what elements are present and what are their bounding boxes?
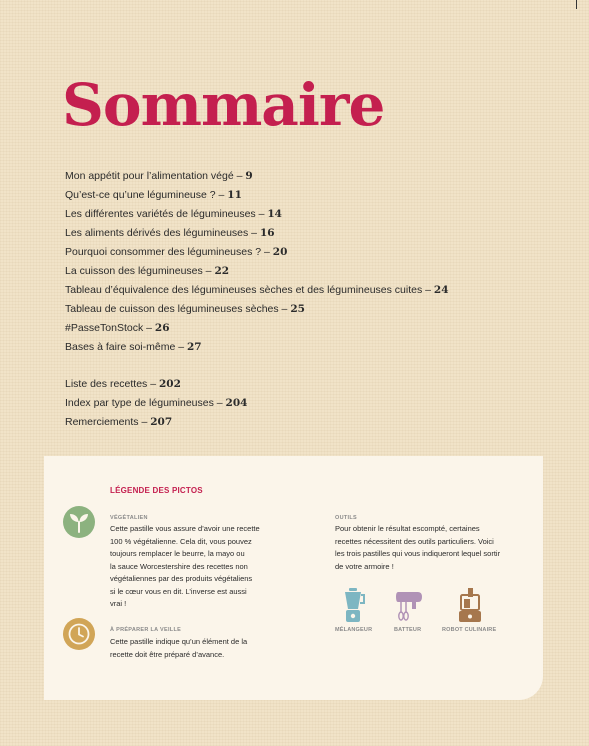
toc-entry-label: #PasseTonStock – xyxy=(65,322,152,334)
toc-entry-page: 26 xyxy=(154,322,170,334)
hand-mixer-icon xyxy=(394,589,424,621)
toc-entry[interactable] xyxy=(65,224,449,243)
blender-icon xyxy=(340,587,366,623)
vegan-description xyxy=(110,523,280,611)
toc-entry-page: 9 xyxy=(245,170,253,182)
description-line: Cette pastille indique qu’un élément de la xyxy=(110,637,248,646)
table-of-contents xyxy=(65,167,449,432)
toc-entry-page: 20 xyxy=(272,246,288,258)
toc-entry[interactable] xyxy=(65,338,449,357)
tools-label: OUTILS xyxy=(335,515,357,521)
toc-entry[interactable] xyxy=(65,167,449,186)
toc-entry-label: La cuisson des légumineuses – xyxy=(65,265,212,277)
description-line: Pour obtenir le résultat escompté, certaines xyxy=(335,524,480,533)
toc-entry-page: 14 xyxy=(267,208,282,220)
page-title: Sommaire xyxy=(62,71,385,139)
description-line: végétaliennes par des produits végétaliens xyxy=(110,574,253,583)
tools-description xyxy=(335,523,535,573)
clock-icon xyxy=(62,617,96,651)
toc-entry-page: 207 xyxy=(150,416,173,428)
description-line: la sauce Worcestershire des recettes non xyxy=(110,561,248,571)
description-line: 100 % végétalienne. Cela dit, vous pouvez xyxy=(110,536,252,546)
food-processor-label: ROBOT CULINAIRE xyxy=(442,627,497,633)
toc-entry-label: Bases à faire soi-même – xyxy=(65,341,185,353)
toc-entry-page: 22 xyxy=(214,265,230,277)
blender-label: MÉLANGEUR xyxy=(335,627,373,633)
sprout-icon xyxy=(62,505,96,539)
toc-entry[interactable] xyxy=(65,375,449,394)
hand-mixer-label: BATTEUR xyxy=(394,627,422,633)
description-line: vrai ! xyxy=(110,599,127,608)
toc-entry[interactable] xyxy=(65,319,449,338)
toc-entry[interactable] xyxy=(65,394,449,413)
toc-entry[interactable] xyxy=(65,186,449,205)
description-line: si le cœur vous en dit. L’inverse est aussi xyxy=(110,586,247,596)
food-processor-icon xyxy=(456,587,484,623)
toc-entry-label: Mon appétit pour l’alimentation végé – xyxy=(65,170,243,182)
description-line: recette doit être préparé d’avance. xyxy=(110,649,225,659)
toc-entry-page: 204 xyxy=(225,397,248,409)
vegan-label: VÉGÉTALIEN xyxy=(110,515,148,521)
toc-entry[interactable] xyxy=(65,300,449,319)
description-line: toujours remplacer le beurre, la mayo ou xyxy=(110,549,245,558)
toc-entry[interactable] xyxy=(65,281,449,300)
toc-entry[interactable] xyxy=(65,262,449,281)
toc-entry-label: Liste des recettes – xyxy=(65,378,157,390)
toc-entry-label: Les aliments dérivés des légumineuses – xyxy=(65,227,258,239)
toc-entry-page: 24 xyxy=(433,284,449,296)
toc-entry[interactable] xyxy=(65,413,449,432)
description-line: de votre armoire ! xyxy=(335,561,394,571)
toc-entry-page: 25 xyxy=(290,303,305,315)
toc-entry-page: 27 xyxy=(186,341,202,353)
toc-entry-label: Les différentes variétés de légumineuses – xyxy=(65,208,265,220)
description-line: Cette pastille vous assure d’avoir une recette xyxy=(110,524,260,533)
toc-entry-label: Qu’est-ce qu’une légumineuse ? – xyxy=(65,189,225,201)
toc-entry-page: 202 xyxy=(158,378,181,390)
prepare-description xyxy=(110,636,280,661)
toc-entry-label: Tableau de cuisson des légumineuses sèches – xyxy=(65,303,288,315)
description-line: les trois pastilles qui vous indiqueront lequel sortir xyxy=(335,549,501,558)
description-line: recettes nécessitent des outils particuliers. Voici xyxy=(335,536,494,546)
toc-entry[interactable] xyxy=(65,205,449,224)
toc-entry-page: 16 xyxy=(259,227,275,239)
toc-entry-label: Index par type de légumineuses – xyxy=(65,397,223,409)
toc-entry-page: 11 xyxy=(227,189,242,201)
toc-entry[interactable] xyxy=(65,243,449,262)
prepare-label: À PRÉPARER LA VEILLE xyxy=(110,627,182,633)
toc-entry-label: Remerciements – xyxy=(65,416,148,428)
toc-entry-label: Tableau d’équivalence des légumineuses sèches et des légumineuses cuites – xyxy=(65,284,431,296)
crop-mark xyxy=(576,0,577,9)
legend-title: LÉGENDE DES PICTOS xyxy=(110,486,203,495)
legend-panel xyxy=(44,456,543,700)
toc-entry-label: Pourquoi consommer des légumineuses ? – xyxy=(65,246,270,258)
